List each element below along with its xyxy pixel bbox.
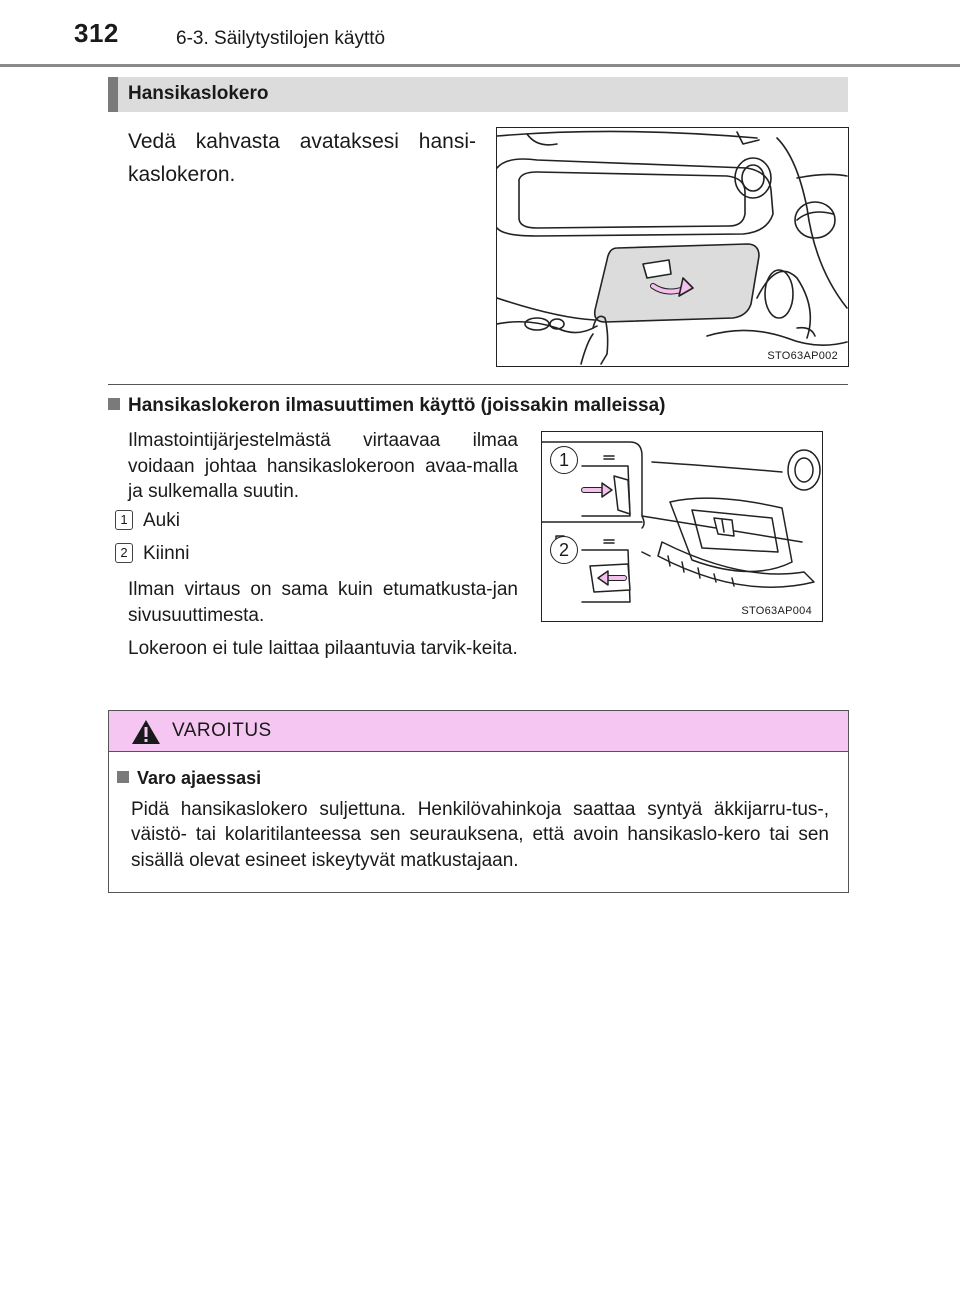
warning-text: Pidä hansikaslokero suljettuna. Henkilövahinkoja saattaa syntyä äkkijarru-tus-, väistö- tai kolaritilanteessa sen seurauksena, että avoin hansikaslo-kero tai sen sisällä olevat esineet iskeytyvät matkustajaan. — [131, 799, 829, 871]
item-label: Kiinni — [143, 543, 190, 564]
warning-triangle-icon — [131, 719, 161, 745]
subsection-rule — [108, 384, 848, 385]
chapter-title: 6-3. Säilytystilojen käyttö — [176, 28, 386, 49]
item-number-badge: 2 — [115, 543, 133, 563]
vent-illustration — [541, 431, 823, 622]
warning-title: VAROITUS — [172, 720, 272, 741]
figure-2-label: STO63AP004 — [741, 605, 812, 617]
warning-subheading — [117, 768, 261, 789]
subsection-heading-text: Hansikaslokeron ilmasuuttimen käyttö (joissakin malleissa) — [128, 395, 666, 416]
list-item — [115, 510, 180, 532]
subsection-heading — [108, 395, 665, 417]
item-label: Auki — [143, 510, 180, 531]
vent-drawing — [542, 432, 822, 621]
square-bullet-icon — [108, 398, 120, 410]
warning-header — [109, 711, 848, 752]
dashboard-drawing — [497, 128, 848, 366]
figure-1-label: STO63AP002 — [767, 350, 838, 362]
square-bullet-icon — [117, 771, 129, 783]
vent-paragraph-1: Ilmastointijärjestelmästä virtaavaa ilmaa voidaan johtaa hansikaslokeroon avaa-malla ja sulkemalla suutin. — [128, 430, 518, 503]
section-bar-accent — [108, 77, 118, 112]
vent-paragraph-2: Ilman virtaus on sama kuin etumatkusta-jan sivusuuttimesta. — [128, 579, 518, 626]
item-number-badge: 1 — [115, 510, 133, 530]
intro-paragraph: Vedä kahvasta avataksesi hansi-kaslokeron. — [128, 130, 476, 186]
warning-box — [108, 710, 849, 893]
page-number: 312 — [74, 18, 119, 48]
callout-2: 2 — [550, 536, 578, 564]
warning-subheading-text: Varo ajaessasi — [137, 768, 262, 788]
vent-paragraph-3: Lokeroon ei tule laittaa pilaantuvia tarvik-keita. — [128, 638, 518, 659]
section-bar — [108, 77, 848, 112]
glovebox-illustration — [496, 127, 849, 367]
header-rule — [0, 64, 960, 67]
list-item — [115, 543, 189, 565]
section-title: Hansikaslokero — [128, 83, 269, 104]
callout-1: 1 — [550, 446, 578, 474]
